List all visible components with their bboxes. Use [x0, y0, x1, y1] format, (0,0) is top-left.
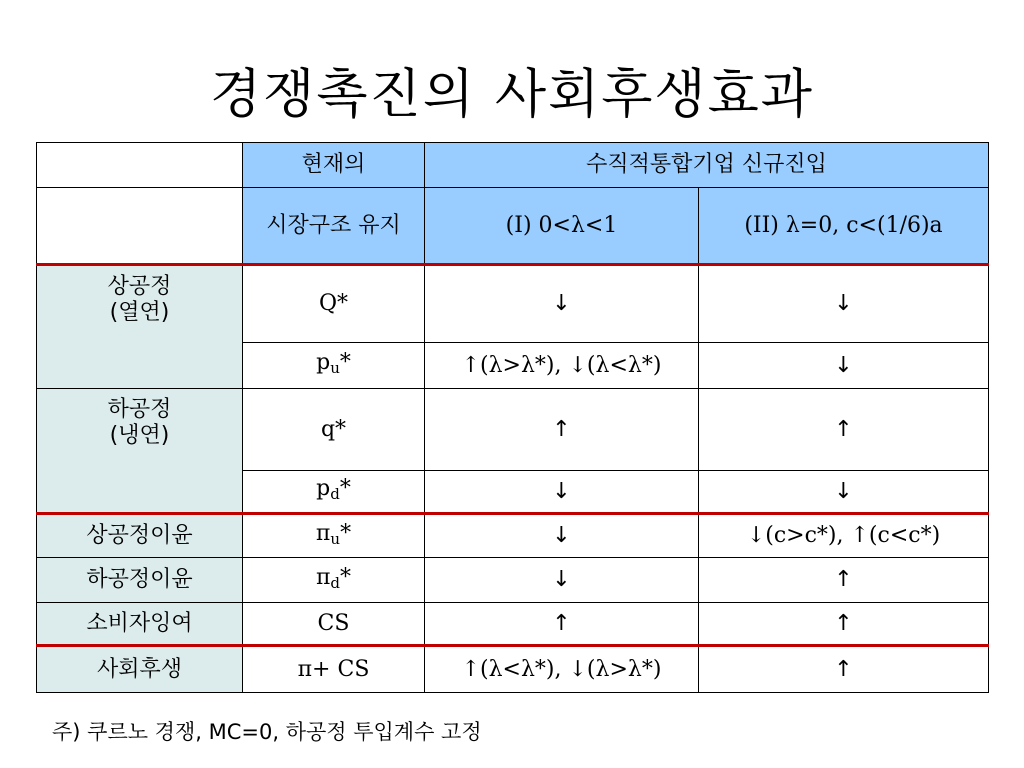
case-2-effect: ↑ — [699, 603, 989, 646]
case-1-header: (I) 0<λ<1 — [425, 188, 699, 265]
case-1-effect: ↓ — [425, 514, 699, 558]
variable-cell: $\pi_d*$ — [243, 558, 425, 603]
case-2-effect: ↑ — [699, 389, 989, 471]
case-2-effect: ↓(c>c*), ↑(c<c*) — [699, 514, 989, 558]
case-1-effect: ↓ — [425, 471, 699, 514]
footnote: 주) 쿠르노 경쟁, MC=0, 하공정 투입계수 고정 — [52, 720, 482, 744]
table-row — [37, 514, 989, 558]
row-label: 소비자잉여 — [37, 603, 243, 646]
slide-title: 경쟁촉진의 사회후생효과 — [209, 64, 815, 125]
current-structure-header-line1: 현재의 — [243, 143, 425, 188]
vertical-entry-group-header: 수직적통합기업 신규진입 — [425, 143, 989, 188]
table-row — [37, 389, 989, 471]
row-label: 하공정이윤 — [37, 558, 243, 603]
case-2-header: (II) λ=0, c<(1/6)a — [699, 188, 989, 265]
case-2-effect: ↑ — [699, 558, 989, 603]
case-2-effect: ↑ — [699, 646, 989, 693]
variable-cell: CS — [243, 603, 425, 646]
corner-cell-top — [37, 143, 243, 188]
variable-cell: $p_u*$ — [243, 343, 425, 389]
case-2-effect: ↓ — [699, 265, 989, 343]
variable-cell: q* — [243, 389, 425, 471]
downstream-group-label: 하공정 (냉연) — [37, 389, 243, 514]
case-2-effect: ↓ — [699, 343, 989, 389]
row-label: 사회후생 — [37, 646, 243, 693]
table-row — [37, 265, 989, 343]
corner-cell-bottom — [37, 188, 243, 265]
table-row — [37, 558, 989, 603]
case-1-effect: ↑ — [425, 603, 699, 646]
table-row — [37, 646, 989, 693]
case-2-effect: ↓ — [699, 471, 989, 514]
case-1-effect: ↑(λ>λ*), ↓(λ<λ*) — [425, 343, 699, 389]
upstream-group-label: 상공정 (열연) — [37, 265, 243, 389]
variable-cell: $\pi_u*$ — [243, 514, 425, 558]
case-1-effect: ↓ — [425, 558, 699, 603]
case-1-effect: ↑(λ<λ*), ↓(λ>λ*) — [425, 646, 699, 693]
table-row — [37, 603, 989, 646]
welfare-effects-table — [36, 142, 989, 693]
case-1-effect: ↑ — [425, 389, 699, 471]
row-label: 상공정이윤 — [37, 514, 243, 558]
variable-cell: $p_d*$ — [243, 471, 425, 514]
current-structure-header-line2: 시장구조 유지 — [243, 188, 425, 265]
variable-cell: Q* — [243, 265, 425, 343]
header-row-1 — [37, 143, 989, 188]
variable-cell: π+ CS — [243, 646, 425, 693]
header-row-2 — [37, 188, 989, 265]
case-1-effect: ↓ — [425, 265, 699, 343]
